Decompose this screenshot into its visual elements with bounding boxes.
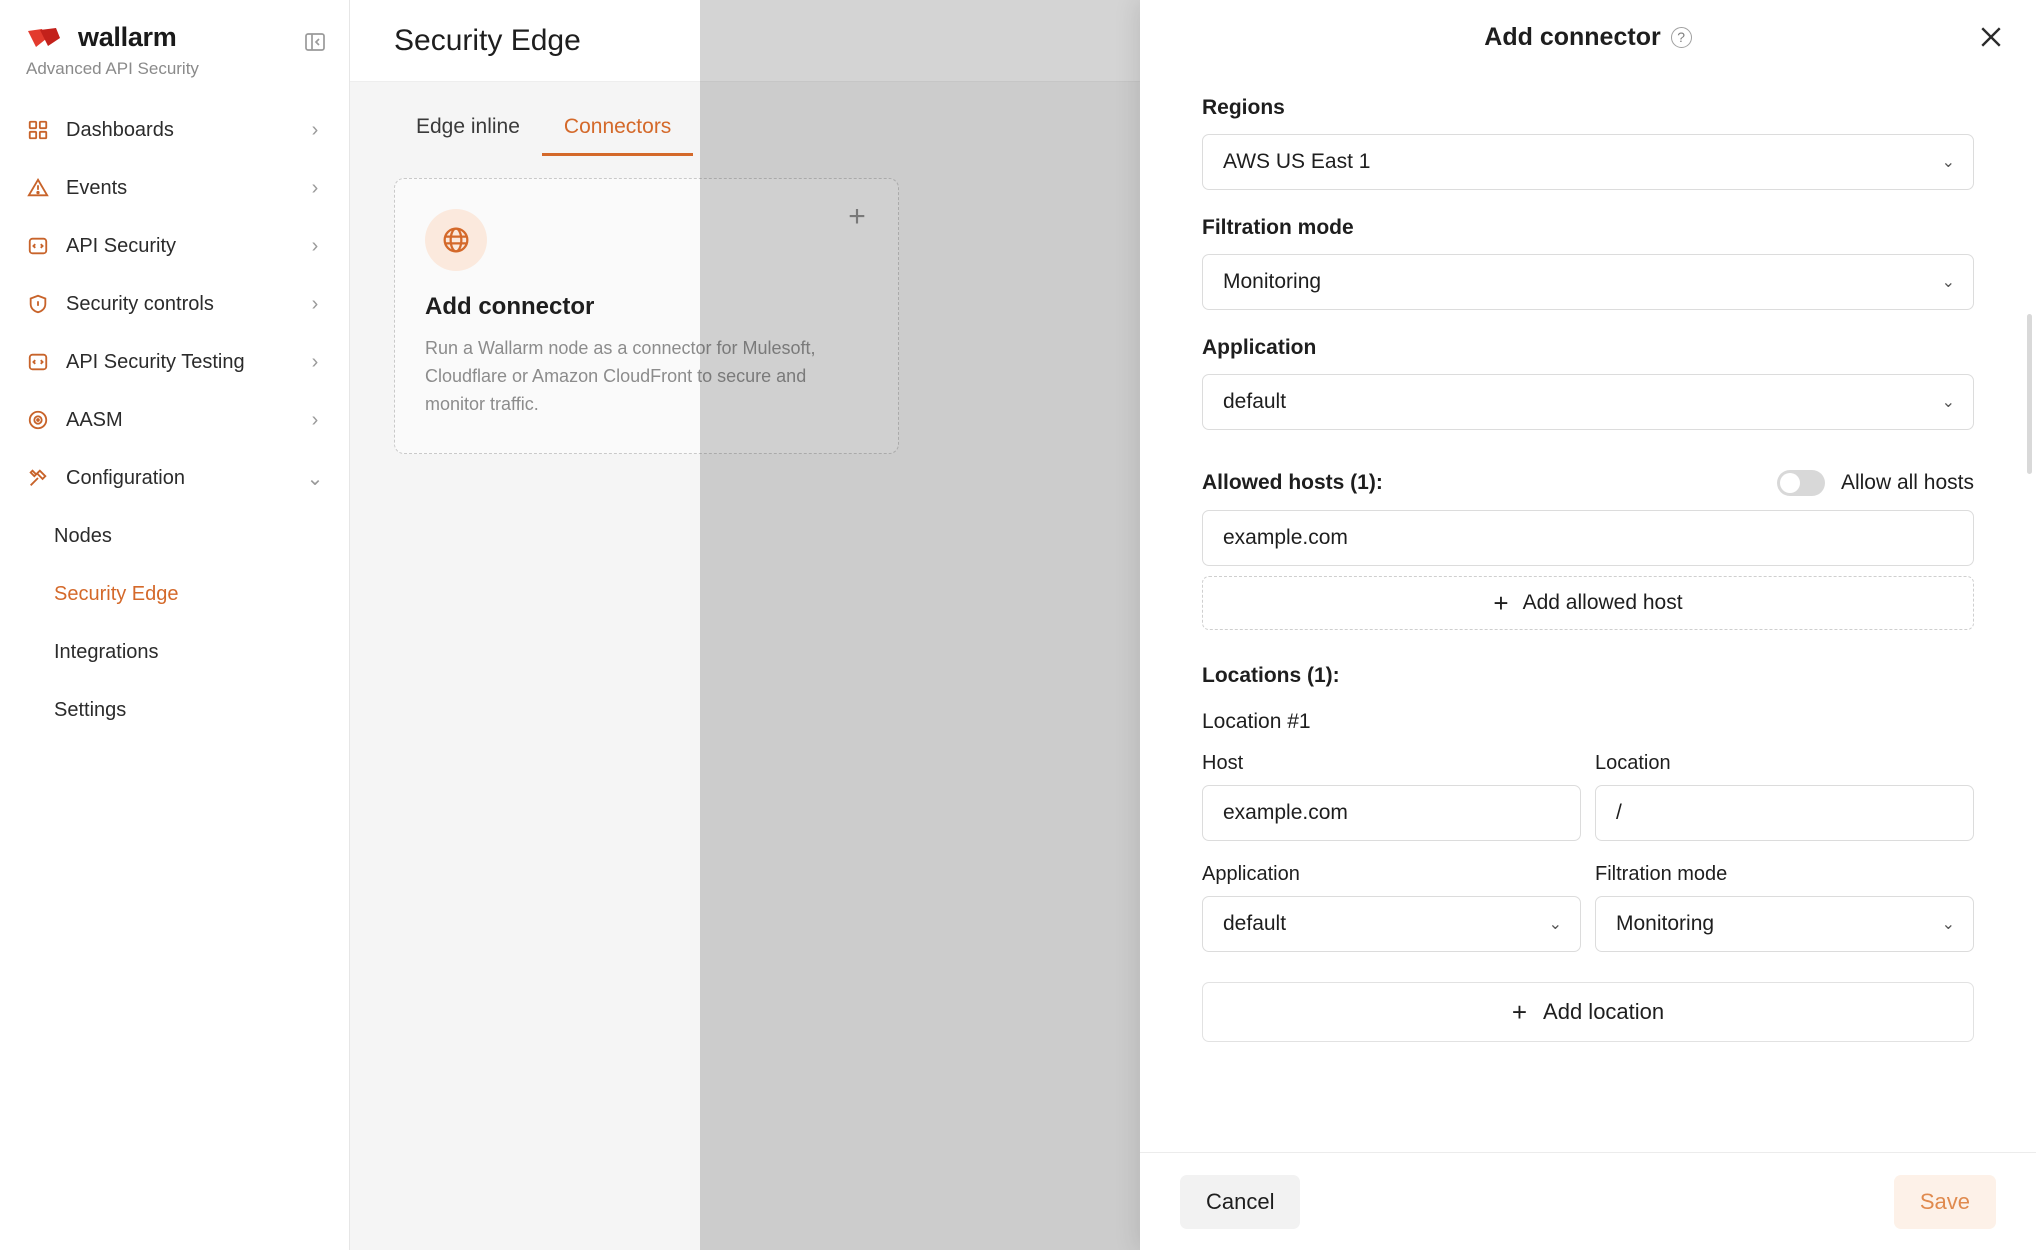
sidebar-item-nodes[interactable] [0, 507, 349, 565]
location-fields-grid [1202, 752, 1974, 966]
sidebar-subitem-label: Settings [54, 698, 127, 721]
sidebar-item-label: Dashboards [66, 118, 174, 141]
tab-label: Connectors [563, 115, 672, 138]
application-label: Application [1202, 336, 1317, 359]
tab-label: Edge inline [416, 115, 520, 138]
locations-label: Locations (1): [1202, 664, 1340, 687]
plus-icon: + [1493, 588, 1509, 618]
shield-icon [26, 292, 50, 316]
sidebar-subitem-label: Nodes [54, 524, 112, 547]
add-connector-drawer [1140, 0, 2036, 1250]
chevron-down-icon: ⌄ [306, 467, 324, 490]
code-brackets-icon [26, 234, 50, 258]
cancel-button[interactable]: Cancel [1180, 1175, 1300, 1229]
alert-triangle-icon [26, 176, 50, 200]
allow-all-hosts-label: Allow all hosts [1840, 471, 1974, 494]
chevron-right-icon: › [311, 350, 319, 373]
sidebar-item-label: Security controls [66, 292, 214, 315]
regions-value: AWS US East 1 [1223, 150, 1371, 173]
add-location-label: Add location [1543, 999, 1665, 1024]
sidebar-item-label: API Security [66, 234, 177, 257]
filtration-mode-field [1202, 216, 1974, 310]
drawer-footer [1140, 1152, 2036, 1250]
sidebar-item-security-edge[interactable] [0, 565, 349, 623]
location-filtration-mode-select[interactable] [1595, 896, 1974, 952]
allowed-hosts-header [1202, 470, 1974, 496]
chevron-right-icon: › [311, 408, 319, 431]
filtration-mode-select[interactable] [1202, 254, 1974, 310]
brand-block [0, 0, 349, 79]
brand-row [26, 22, 323, 53]
sidebar-item-label: Events [66, 176, 128, 199]
location-filtration-mode-value: Monitoring [1616, 912, 1715, 935]
card-title: Add connector [425, 293, 595, 320]
allowed-hosts-label: Allowed hosts (1): [1202, 471, 1383, 494]
toggle-knob [1780, 473, 1800, 493]
card-description: Run a Wallarm node as a connector for Mulesoft, Cloudflare or Amazon CloudFront to secure and monitor traffic. [425, 338, 816, 414]
location-application-label: Application [1202, 863, 1300, 885]
allowed-hosts-section [1202, 470, 1974, 630]
tab-connectors[interactable] [542, 105, 693, 156]
allow-all-hosts-group [1777, 470, 1974, 496]
help-circle-icon[interactable]: ? [1671, 27, 1692, 48]
chevron-right-icon: › [311, 292, 319, 315]
close-icon[interactable] [1976, 22, 2006, 52]
location-item [1202, 710, 1974, 966]
sidebar-subitem-label: Security Edge [54, 582, 179, 605]
location-application-select[interactable] [1202, 896, 1581, 952]
drawer-header [1140, 0, 2036, 74]
location-path-label: Location [1595, 752, 1671, 774]
regions-field [1202, 96, 1974, 190]
page-title: Security Edge [394, 23, 581, 57]
sidebar [0, 0, 350, 1250]
grid-icon [26, 118, 50, 142]
sidebar-item-aasm[interactable] [0, 391, 349, 449]
filtration-mode-value: Monitoring [1223, 270, 1322, 293]
location-filtration-mode-cell [1595, 863, 1974, 952]
chevron-down-icon: ⌄ [1941, 916, 1955, 933]
chevron-right-icon: › [311, 234, 319, 257]
location-title: Location #1 [1202, 710, 1311, 733]
location-host-input[interactable] [1202, 785, 1581, 841]
location-path-cell [1595, 752, 1974, 841]
allowed-host-input[interactable] [1202, 510, 1974, 566]
sidebar-item-configuration[interactable] [0, 449, 349, 507]
application-field [1202, 336, 1974, 430]
sidebar-item-label: Configuration [66, 466, 185, 489]
sidebar-item-dashboards[interactable] [0, 101, 349, 159]
globe-connector-icon [425, 209, 487, 271]
location-host-label: Host [1202, 752, 1244, 774]
drawer-body [1140, 74, 2036, 1152]
chevron-right-icon: › [311, 176, 319, 199]
target-icon [26, 408, 50, 432]
sidebar-item-events[interactable] [0, 159, 349, 217]
chevron-down-icon: ⌄ [1941, 274, 1955, 291]
regions-label: Regions [1202, 96, 1285, 119]
sidebar-subitem-label: Integrations [54, 640, 159, 663]
filtration-mode-label: Filtration mode [1202, 216, 1354, 239]
add-allowed-host-label: Add allowed host [1522, 591, 1683, 614]
drawer-title-text: Add connector [1484, 22, 1661, 51]
regions-select[interactable] [1202, 134, 1974, 190]
sidebar-item-api-security[interactable] [0, 217, 349, 275]
wallarm-logo-icon [26, 27, 66, 49]
location-host-cell [1202, 752, 1581, 841]
plus-icon: + [1511, 997, 1528, 1027]
plus-icon[interactable]: + [848, 200, 866, 233]
location-application-value: default [1223, 912, 1287, 935]
brand-subtitle: Advanced API Security [26, 59, 199, 78]
brand-name: wallarm [78, 22, 177, 52]
location-application-cell [1202, 863, 1581, 952]
chevron-right-icon: › [311, 118, 319, 141]
tab-edge-inline[interactable] [394, 105, 542, 156]
scrollbar[interactable] [2027, 314, 2032, 474]
allow-all-hosts-toggle[interactable] [1777, 470, 1825, 496]
chevron-down-icon: ⌄ [1548, 916, 1562, 933]
panel-collapse-icon[interactable] [303, 30, 327, 54]
add-allowed-host-button[interactable] [1202, 576, 1974, 630]
sidebar-item-api-security-testing[interactable] [0, 333, 349, 391]
sidebar-item-settings[interactable] [0, 681, 349, 739]
save-button[interactable]: Save [1894, 1175, 1996, 1229]
sidebar-item-integrations[interactable] [0, 623, 349, 681]
location-path-input[interactable] [1595, 785, 1974, 841]
add-location-button[interactable] [1202, 982, 1974, 1042]
application-select[interactable] [1202, 374, 1974, 430]
tools-icon [26, 466, 50, 490]
location-filtration-mode-label: Filtration mode [1595, 863, 1728, 885]
code-brackets-icon [26, 350, 50, 374]
application-value: default [1223, 390, 1287, 413]
chevron-down-icon: ⌄ [1941, 154, 1955, 171]
drawer-title [1484, 23, 1691, 52]
add-connector-card[interactable] [394, 178, 899, 454]
chevron-down-icon: ⌄ [1941, 394, 1955, 411]
sidebar-item-security-controls[interactable] [0, 275, 349, 333]
sidebar-item-label: AASM [66, 408, 123, 431]
sidebar-nav [0, 101, 349, 739]
sidebar-item-label: API Security Testing [66, 350, 245, 373]
